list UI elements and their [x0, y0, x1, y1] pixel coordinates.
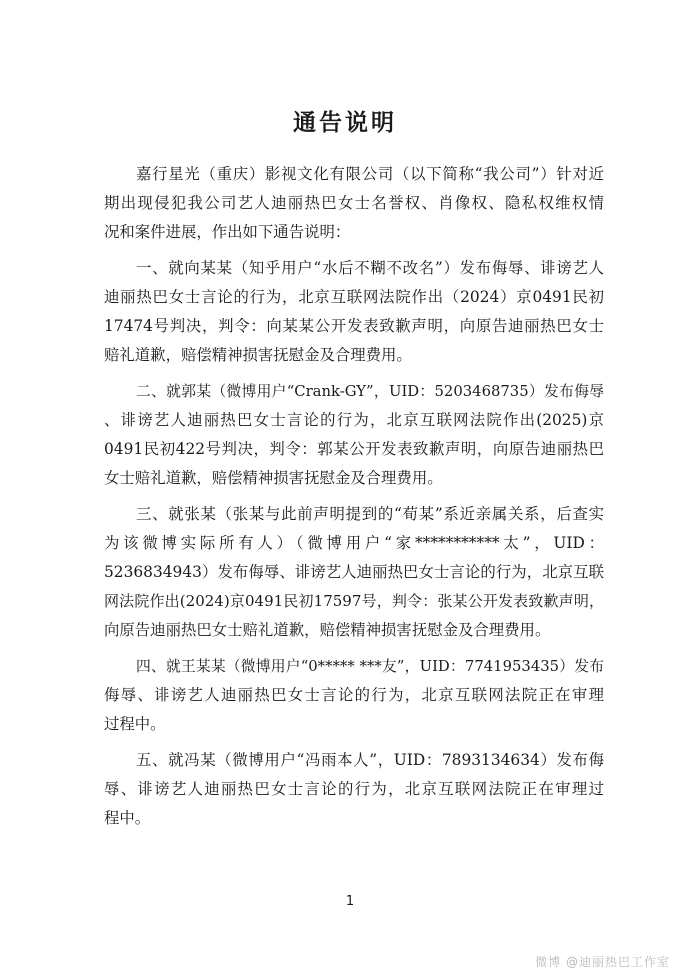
text-line: 四、就王某某（微博用户“0***** ***友”，UID：7741953435）发布: [136, 658, 604, 675]
text-line: 、诽谤艺人迪丽热巴女士言论的行为，北京互联网法院作出(2025)京: [104, 411, 604, 429]
text-line: 0491民初422号判决，判令：郭某公开发表致歉声明，向原告迪丽热巴: [104, 440, 604, 458]
text-line: 赔礼道歉，赔偿精神损害抚慰金及合理费用。: [104, 346, 412, 364]
item-one-paragraph: [104, 254, 604, 370]
text-line: 17474号判决，判令：向某某公开发表致歉声明，向原告迪丽热巴女士: [104, 317, 604, 335]
document-body: [104, 160, 604, 840]
intro-paragraph: [104, 160, 604, 247]
text-line: 5236834943）发布侮辱、诽谤艺人迪丽热巴女士言论的行为，北京互联: [104, 563, 604, 581]
text-line: 侮辱、诽谤艺人迪丽热巴女士言论的行为，北京互联网法院正在审理: [104, 686, 604, 704]
text-line: 五、就冯某（微博用户“冯雨本人”，UID：7893134634）发布侮: [136, 751, 604, 769]
text-line: 期出现侵犯我公司艺人迪丽热巴女士名誉权、肖像权、隐私权维权情: [104, 194, 604, 212]
text-line: 迪丽热巴女士言论的行为，北京互联网法院作出（2024）京0491民初: [104, 288, 604, 306]
text-line: 过程中。: [104, 715, 166, 733]
item-four-paragraph: [104, 652, 604, 739]
text-line: 女士赔礼道歉，赔偿精神损害抚慰金及合理费用。: [104, 469, 443, 487]
document-title: 通告说明: [293, 110, 397, 136]
text-line: 三、就张某（张某与此前声明提到的“荀某”系近亲属关系，后查实: [136, 505, 604, 523]
item-five-paragraph: [104, 746, 604, 833]
text-line: 二、就郭某（微博用户“Crank-GY”，UID：5203468735）发布侮辱: [136, 383, 604, 400]
text-line: 为该微博实际所有人）（微博用户“家***********太”，UID：: [104, 534, 604, 552]
text-line: 网法院作出(2024)京0491民初17597号，判令：张某公开发表致歉声明，: [104, 592, 604, 610]
watermark: 微博 @迪丽热巴工作室: [535, 955, 670, 969]
text-line: 辱、诽谤艺人迪丽热巴女士言论的行为，北京互联网法院正在审理过: [104, 780, 604, 798]
item-three-paragraph: [104, 500, 604, 645]
text-line: 嘉行星光（重庆）影视文化有限公司（以下简称“我公司”）针对近: [136, 165, 604, 183]
text-line: 向原告迪丽热巴女士赔礼道歉，赔偿精神损害抚慰金及合理费用。: [104, 621, 551, 639]
item-two-paragraph: [104, 377, 604, 493]
text-line: 一、就向某某（知乎用户“水后不糊不改名”）发布侮辱、诽谤艺人: [136, 259, 604, 277]
text-line: 程中。: [104, 809, 151, 827]
text-line: 况和案件进展，作出如下通告说明：: [104, 223, 351, 241]
page-number: 1: [345, 894, 355, 909]
